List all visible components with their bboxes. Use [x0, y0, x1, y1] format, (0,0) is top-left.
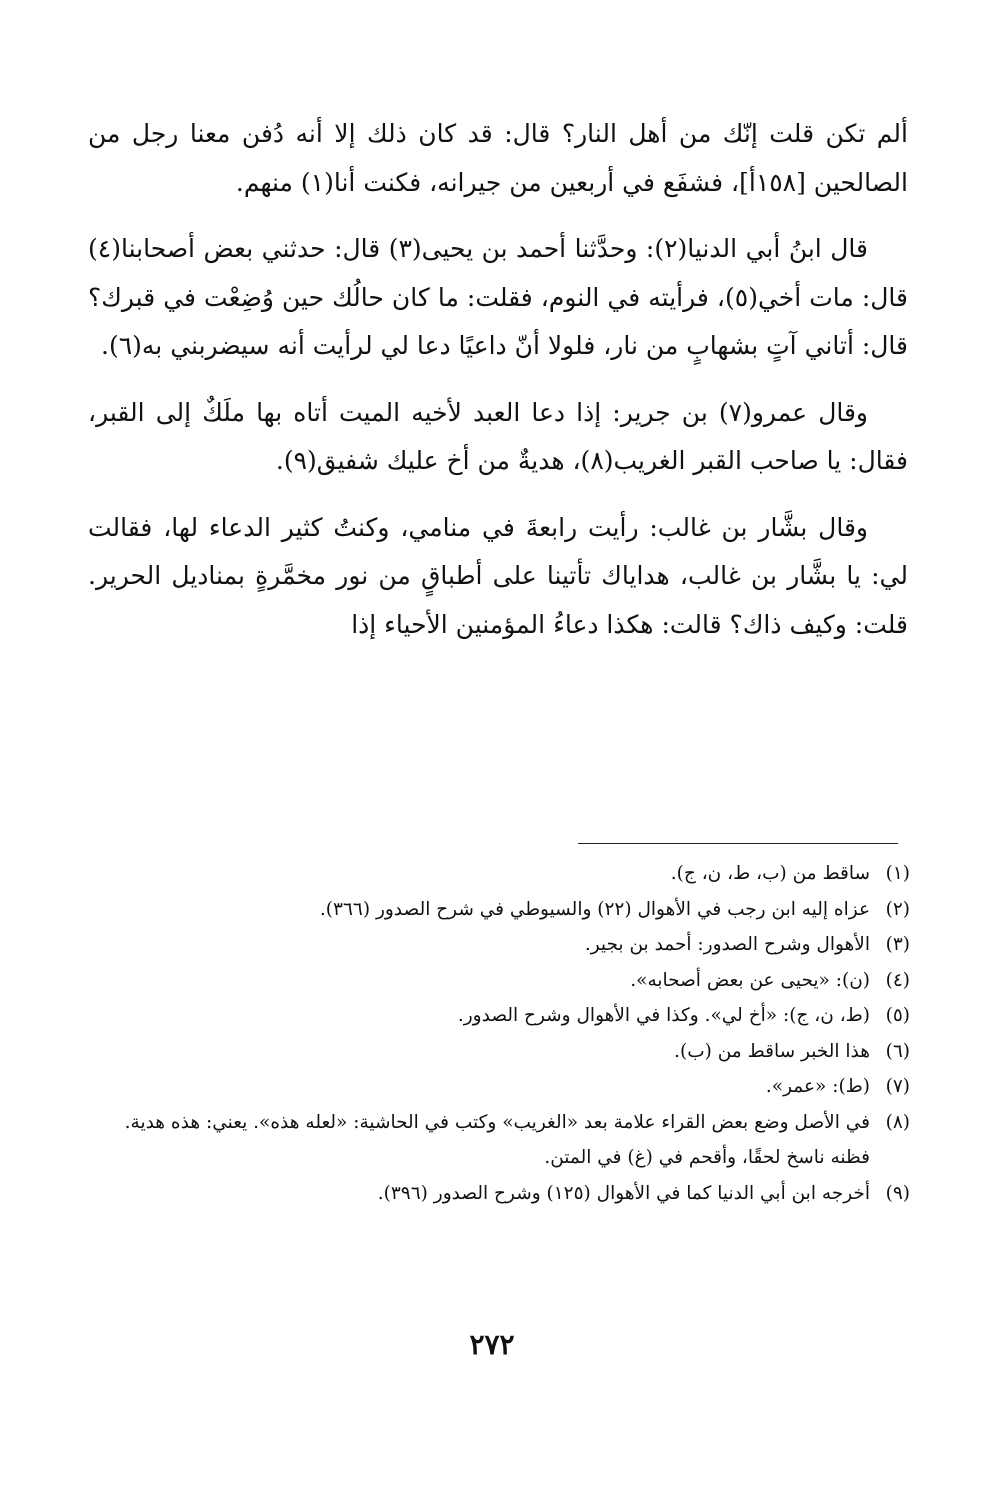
- footnote-text: أخرجه ابن أبي الدنيا كما في الأهوال (١٢٥) وشرح الصدور (٣٩٦).: [377, 1182, 870, 1204]
- footnote-number: (٢): [885, 898, 910, 920]
- paragraph-3: وقال عمرو(٧) بن جرير: إذا دعا العبد لأخيه الميت أتاه بها ملَكٌ إلى القبر، فقال: يا صاحب القبر الغريب(٨)، هديةٌ من أخ عليك شفيق(٩).: [88, 397, 908, 475]
- footnote-number: (٥): [885, 1005, 910, 1026]
- footnote-number: (٣): [885, 934, 910, 955]
- footnote-number: (٧): [885, 1076, 910, 1097]
- footnote-number: (١): [885, 863, 910, 884]
- footnote-3: [120, 927, 910, 963]
- footnote-5: [120, 998, 910, 1034]
- footnote-text: (ط): «عمر».: [765, 1076, 870, 1097]
- footnote-number: (٨): [885, 1111, 910, 1133]
- footnote-text: ساقط من (ب، ط، ن، ج).: [670, 863, 870, 884]
- footnote-text: (ن): «يحيى عن بعض أصحابه».: [630, 969, 870, 991]
- footnote-divider: [578, 843, 898, 844]
- footnote-text: عزاه إليه ابن رجب في الأهوال (٢٢) والسيوطي في شرح الصدور (٣٦٦).: [319, 898, 870, 920]
- footnote-text: في الأصل وضع بعض القراء علامة بعد «الغريب» وكتب في الحاشية: «لعله هذه». يعني: هذه هدية. فظنه ناسخ لحقًا، وأقحم في (غ) في المتن.: [124, 1111, 870, 1168]
- footnote-7: [120, 1069, 910, 1105]
- footnote-number: (٩): [885, 1182, 910, 1204]
- footnotes: [120, 856, 910, 1211]
- footnote-6: [120, 1034, 910, 1070]
- footnote-2: [120, 892, 910, 928]
- paragraph-1: ألم تكن قلت إنّك من أهل النار؟ قال: قد كان ذلك إلا أنه دُفن معنا رجل من الصالحين [١٥٨أ]، فشفَع في أربعين من جيرانه، فكنت أنا(١) منهم.: [88, 119, 908, 197]
- footnote-text: (ط، ن، ج): «أخ لي». وكذا في الأهوال وشرح الصدور.: [457, 1005, 870, 1026]
- footnote-number: (٦): [885, 1040, 910, 1062]
- footnote-number: (٤): [885, 969, 910, 991]
- paragraph-4: وقال بشَّار بن غالب: رأيت رابعةَ في منامي، وكنتُ كثير الدعاء لها، فقالت لي: يا بشَّار بن غالب، هداياك تأتينا على أطباقٍ من نور مخمَّرةٍ بمناديل الحرير. قلت: وكيف ذاك؟ قالت: هكذا دعاءُ المؤمنين الأحياء إذا: [88, 512, 908, 639]
- page-number: ٢٧٢: [469, 1328, 515, 1361]
- footnote-9: [120, 1176, 910, 1212]
- footnote-4: [120, 963, 910, 999]
- footnote-1: [120, 856, 910, 892]
- footnote-text: هذا الخبر ساقط من (ب).: [674, 1040, 870, 1062]
- paragraph-2: قال ابنُ أبي الدنيا(٢): وحدَّثنا أحمد بن يحيى(٣) قال: حدثني بعض أصحابنا(٤) قال: مات أخي(٥)، فرأيته في النوم، فقلت: ما كان حالُك حين وُضِعْت في قبرك؟ قال: أتاني آتٍ بشهابٍ من نار، فلولا أنّ داعيًا دعا لي لرأيت أنه سيضربني به(٦).: [88, 234, 908, 360]
- footnote-8: [120, 1105, 910, 1176]
- main-text: [88, 110, 908, 667]
- footnote-text: الأهوال وشرح الصدور: أحمد بن بجير.: [584, 934, 870, 955]
